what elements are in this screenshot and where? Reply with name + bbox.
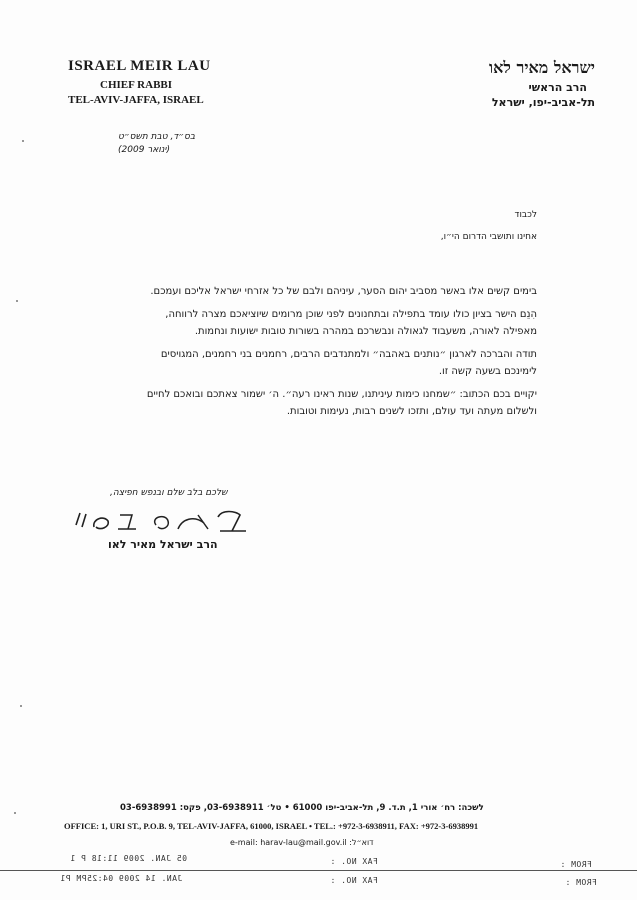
paragraph-3 <box>161 346 537 380</box>
handwritten-signature <box>70 505 260 539</box>
scan-speck <box>16 300 18 302</box>
paragraph-line: מאפילה לאורה, משעבוד לגאולה ונבשרכם במהרה בשורות טובות ישועות ונחמות. <box>194 326 537 337</box>
fax-header-1-faxno: FAX NO. : <box>330 857 378 866</box>
date-hebrew: בס״ד, טבת תשס״ט <box>118 132 196 142</box>
letterhead-en-title: CHIEF RABBI <box>100 79 173 91</box>
footer-en-address: OFFICE: 1, URI ST., P.O.B. 9, TEL-AVIV-JAFFA, 61000, ISRAEL • TEL.: +972-3-6938911, FAX: +972-3-6938991 <box>64 821 479 831</box>
fax-header-1-from: FROM : <box>560 860 592 869</box>
fax-separator-line <box>0 870 637 871</box>
scan-speck <box>20 705 22 707</box>
paragraph-line: תודה והברכה לארגון ״נותנים באהבה״ ולמתנדבים הרבים, רחמנים בני רחמנים, המגויסים <box>160 349 537 360</box>
letterhead-he-city: תל-אביב-יפו, ישראל <box>491 96 595 109</box>
scan-speck <box>14 812 16 814</box>
salutation-recipients: אחינו ותושבי הדרום הי״ו, <box>440 232 537 242</box>
paragraph-line: יקויים בכם הכתוב: ״שמחנו כימות עיניתנו, שנות ראינו רעה״. ה׳ ישמור צאתכם ובואכם לחיים <box>146 389 537 400</box>
paragraph-line: ולשלום מעתה ועד עולם, ותזכו לשנים רבות, נעימות וטובות. <box>286 406 537 417</box>
paragraph-2 <box>165 306 537 340</box>
letterhead-he-title: הרב הראשי <box>528 81 587 94</box>
paragraph-line: בימים קשים אלו באשר מסביב יהום הסער, עיניהם ולבם של כל אזרחי ישראל אליכם ועמכם. <box>150 286 537 297</box>
letterhead-en-city: TEL-AVIV-JAFFA, ISRAEL <box>68 94 204 106</box>
paragraph-4 <box>147 386 537 420</box>
salutation-to: לכבוד <box>514 210 537 220</box>
paragraph-line: הִנֵם הישר בציון כולו עומד בתפילה ובתחנונים לפני שוכן מרומים שיוציאכם מצרה לרווחה, <box>165 309 537 320</box>
paragraph-1 <box>150 283 537 300</box>
paragraph-line: לימינכם בשעה קשה זו. <box>438 366 537 377</box>
signer-name: הרב ישראל מאיר לאו <box>108 538 218 551</box>
fax-header-2-faxno: FAX NO. : <box>330 876 378 885</box>
footer-email: e-mail: harav-lau@mail.gov.il :דוא״ל <box>230 838 374 847</box>
fax-header-1-time: 05 JAN. 2009 11:18 P 1 <box>70 854 187 863</box>
fax-header-2-from: FROM : <box>565 878 597 887</box>
letterhead-en-name: ISRAEL MEIR LAU <box>68 58 211 74</box>
scan-speck <box>22 140 24 142</box>
footer-he-address: לשכה: רח׳ אורי 1, ת.ד. 9, תל-אביב-יפו 61000 • טל׳ 03-6938911, פקס: 03-6938991 <box>120 803 484 813</box>
date-gregorian: (ינואר 2009) <box>118 145 170 155</box>
fax-header-2-time: JAN. 14 2009 04:25PM P1 <box>60 874 183 883</box>
letterhead-he-name: ישראל מאיר לאו <box>489 58 595 77</box>
closing-line: שלכם בלב שלם ובנפש חפיצה, <box>110 488 228 498</box>
